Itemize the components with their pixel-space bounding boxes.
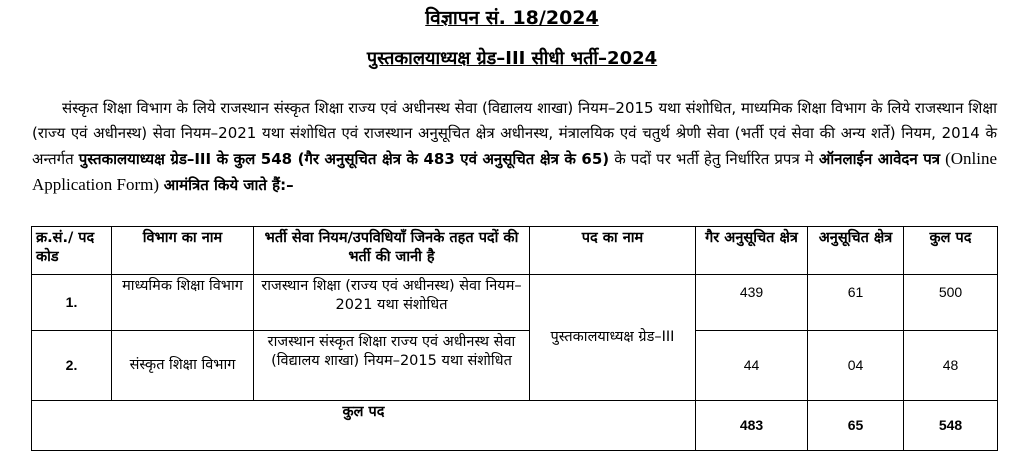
row-1-total: 500	[904, 275, 998, 331]
header-sno: क्र.सं./ पद कोड	[32, 227, 112, 275]
table-row	[32, 331, 998, 401]
intro-text-2: के पदों पर भर्ती हेतु निर्धारित प्रपत्र मे	[614, 150, 814, 168]
header-scheduled: अनुसूचित क्षेत्र	[808, 227, 904, 275]
intro-text-1: संस्कृत शिक्षा विभाग के लिये राजस्थान संस्कृत शिक्षा राज्य एवं अधीनस्थ सेवा (विद्यालय शाखा) नियम–2015 यथा संशोधित, माध्यमिक शिक्षा विभाग के लिये राजस्थान शिक्षा (राज्य एवं अधीनस्थ) सेवा नियम–2021 यथा संशोधित एवं राजस्थान अनुसूचित क्षेत्र अधीनस्थ, मंत्रालयिक एवं चतुर्थ श्रेणी सेवा (भर्ती एवं सेवा की अन्य शर्ते) नियम, 2014 के अन्तर्गत	[32, 99, 997, 168]
row-2-department: संस्कृत शिक्षा विभाग	[112, 331, 254, 401]
row-2-non-scheduled: 44	[696, 331, 808, 401]
totals-scheduled: 65	[808, 401, 904, 451]
advertisement-number: विज्ञापन सं. 18/2024	[425, 7, 599, 29]
row-1-rules: राजस्थान शिक्षा (राज्य एवं अधीनस्थ) सेवा नियम–2021 यथा संशोधित	[254, 275, 530, 331]
recruitment-title: पुस्तकालयाध्यक्ष ग्रेड–III सीधी भर्ती–2024	[366, 48, 658, 69]
table-row	[32, 275, 998, 331]
intro-post-summary: पुस्तकालयाध्यक्ष ग्रेड–III के कुल 548 (गैर अनुसूचित क्षेत्र के 483 एवं अनुसूचित क्षेत्र के 65)	[78, 150, 610, 168]
header-department: विभाग का नाम	[112, 227, 254, 275]
header-non-scheduled: गैर अनुसूचित क्षेत्र	[696, 227, 808, 275]
header-post-name: पद का नाम	[530, 227, 696, 275]
totals-row	[32, 401, 998, 451]
row-2-rules: राजस्थान संस्कृत शिक्षा राज्य एवं अधीनस्थ सेवा (विद्यालय शाखा) नियम–2015 यथा संशोधित	[254, 331, 530, 401]
post-name-cell: पुस्तकालयाध्यक्ष ग्रेड–III	[530, 275, 696, 401]
row-2-scheduled: 04	[808, 331, 904, 401]
row-1-sno: 1.	[32, 275, 112, 331]
header-rules: भर्ती सेवा नियम/उपविधियॉं जिनके तहत पदों की भर्ती की जानी है	[254, 227, 530, 275]
row-1-scheduled: 61	[808, 275, 904, 331]
row-2-total: 48	[904, 331, 998, 401]
posts-table	[31, 226, 998, 451]
totals-total: 548	[904, 401, 998, 451]
intro-online-form: ऑनलाईन आवेदन पत्र	[818, 150, 941, 168]
totals-non-scheduled: 483	[696, 401, 808, 451]
header-total: कुल पद	[904, 227, 998, 275]
totals-label: कुल पद	[32, 401, 696, 451]
row-1-department: माध्यमिक शिक्षा विभाग	[112, 275, 254, 331]
intro-online-form-english: (Online Application Form)	[32, 149, 998, 194]
row-2-sno: 2.	[32, 331, 112, 401]
row-1-non-scheduled: 439	[696, 275, 808, 331]
intro-paragraph	[32, 96, 997, 198]
table-header-row	[32, 227, 998, 275]
intro-invited: आमंत्रित किये जाते हैं:–	[163, 176, 294, 194]
